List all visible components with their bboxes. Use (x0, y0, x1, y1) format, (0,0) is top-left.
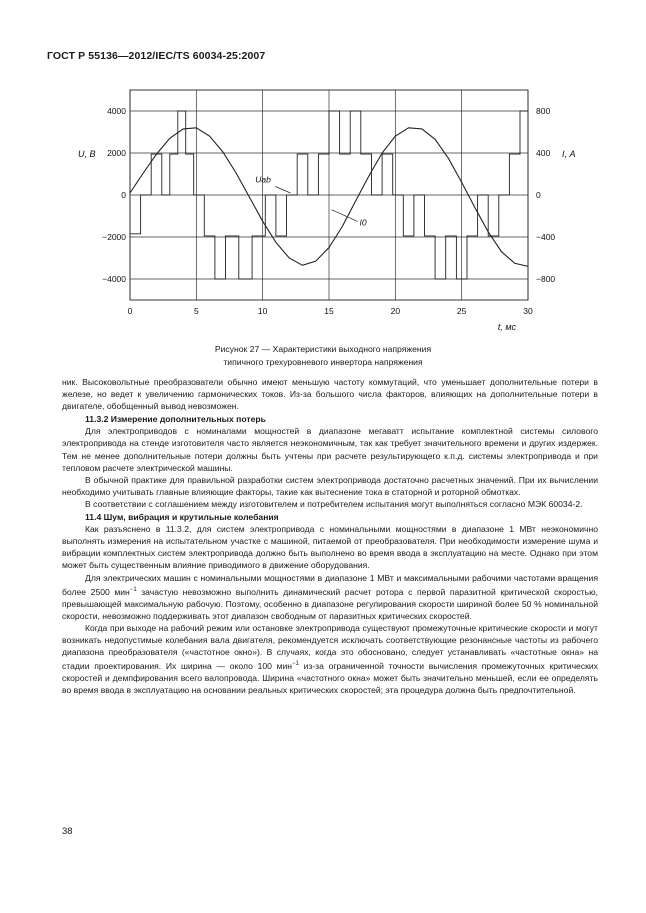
y2-axis-label: I, А (562, 149, 576, 159)
paragraph: ник. Высоковольтные преобразователи обычно имеют меньшую частоту коммутаций, что уменьшает дополнительные потери в железе, но ведет к увеличению гармонических токов. Из-за большого числа факторов, влияющих на дополнительные потери в двигателе, обобщенный вывод невозможен. (62, 377, 598, 412)
y-tick-label: 2000 (107, 148, 126, 158)
superscript: −1 (129, 586, 137, 593)
x-tick-label: 15 (324, 306, 334, 316)
y2-tick-label: −400 (536, 232, 556, 242)
paragraph: Для электроприводов с номиналами мощностей в диапазоне мегаватт испытание комплектной системы силового электропривода на стенде изготовителя часто является неэкономичным, так как требует значительного времени и других издержек. Тем не менее дополнительные потери должны быть учтены при расчете результирующего к.п.д. системы электропривода и при тепловом расчете электрической машины. (62, 426, 598, 473)
figure-caption (100, 343, 546, 369)
y-tick-label: 0 (121, 190, 126, 200)
superscript: −1 (292, 661, 299, 668)
y-axis-label: U, В (78, 149, 96, 159)
x-axis-label: t, мс (497, 322, 516, 332)
section-heading-11-4: 11.4 Шум, вибрация и крутильные колебания (85, 512, 279, 523)
body-text (62, 376, 598, 696)
uab-leader-line (275, 187, 290, 194)
y-tick-label: 4000 (107, 106, 126, 116)
x-tick-label: 25 (456, 306, 467, 316)
i0-leader-line (332, 210, 358, 222)
paragraph-text: из-за ограниченной точности вычисления промежуточных критических скоростей и демпфирования всего валопровода. Ширина «частотного окна» может быть значительно меньшей, если ее определять во время ввода в эксплуатацию на основании реальных критических скоростей; эта процедура должна быть предпочтительной. (62, 660, 598, 696)
x-tick-label: 0 (127, 306, 133, 316)
paragraph (62, 572, 598, 622)
i0-curve-label: I0 (359, 217, 367, 228)
x-tick-label: 30 (523, 306, 533, 316)
paragraph (62, 622, 598, 696)
y2-tick-label: 0 (536, 190, 541, 200)
paragraph: В соответствии с соглашением между изготовителем и потребителем испытания могут выполняться согласно МЭК 60034-2. (85, 498, 583, 509)
page-number: 38 (62, 826, 73, 837)
y2-tick-label: 800 (536, 106, 551, 116)
x-tick-label: 10 (257, 306, 268, 316)
y-tick-label: −2000 (102, 232, 126, 242)
document-header: ГОСТ Р 55136—2012/IEC/TS 60034-25:2007 (47, 50, 266, 62)
x-tick-label: 5 (193, 306, 199, 316)
section-heading-11-3-2: 11.3.2 Измерение дополнительных потерь (85, 414, 266, 425)
paragraph-text: Для электрических машин с номинальными мощностями в диапазоне 1 МВт и максимальными рабочими частотами вращения более 2500 мин (62, 572, 598, 597)
caption-line-1: Рисунок 27 — Характеристики выходного напряжения (214, 344, 432, 354)
y2-tick-label: −800 (536, 274, 556, 284)
y2-tick-label: 400 (536, 148, 551, 158)
paragraph: В обычной практике для правильной разработки систем электропривода достаточно расчетных значений. При их вычислении необходимо учитывать главные влияющие факторы, такие как вытеснение тока в статорной и роторной обмотках. (62, 474, 598, 497)
x-tick-label: 20 (390, 306, 401, 316)
voltage-current-chart (40, 78, 610, 350)
caption-line-2: типичного трехуровневого инвертора напряжения (223, 357, 423, 367)
uab-curve-label: Uab (255, 174, 271, 185)
paragraph: Как разъяснено в 11.3.2, для систем электропривода с номинальными мощностями в диапазоне 1 МВт неэкономично выполнять измерения на испытательном участке с машиной, питаемой от преобразователя. При необходимости измерение шума и вибрации комплектных систем электропривода должно быть выполнено во время ввода в эксплуатацию на месте. Однако при этом может быть существенным влияние приводимого в движение оборудования. (62, 524, 598, 571)
paragraph-text: зачастую невозможно выполнить динамический расчет ротора с первой паразитной критической скоростью, превышающей максимальную рабочую. Поэтому, особенно в диапазоне регулирования скорости шириной более 50 % номинальной скорости, невозможно поддерживать этот диапазон свободным от паразитных критических скоростей. (62, 586, 598, 621)
figure-27 (40, 78, 610, 350)
y-tick-label: −4000 (102, 274, 126, 284)
paragraph-text: Когда при выходе на рабочий режим или остановке электропривода существуют промежуточные критические скорости и могут возникать недопустимые колебания вала двигателя, рекомендуется исключать соответствующие резонансные частоты из рабочего диапазона преобразователя («частотное окно»). В случаях, когда это обосновано, следует устанавливать «частотные окна» на стадии проектирования. Их ширина — около 100 мин (62, 622, 598, 671)
